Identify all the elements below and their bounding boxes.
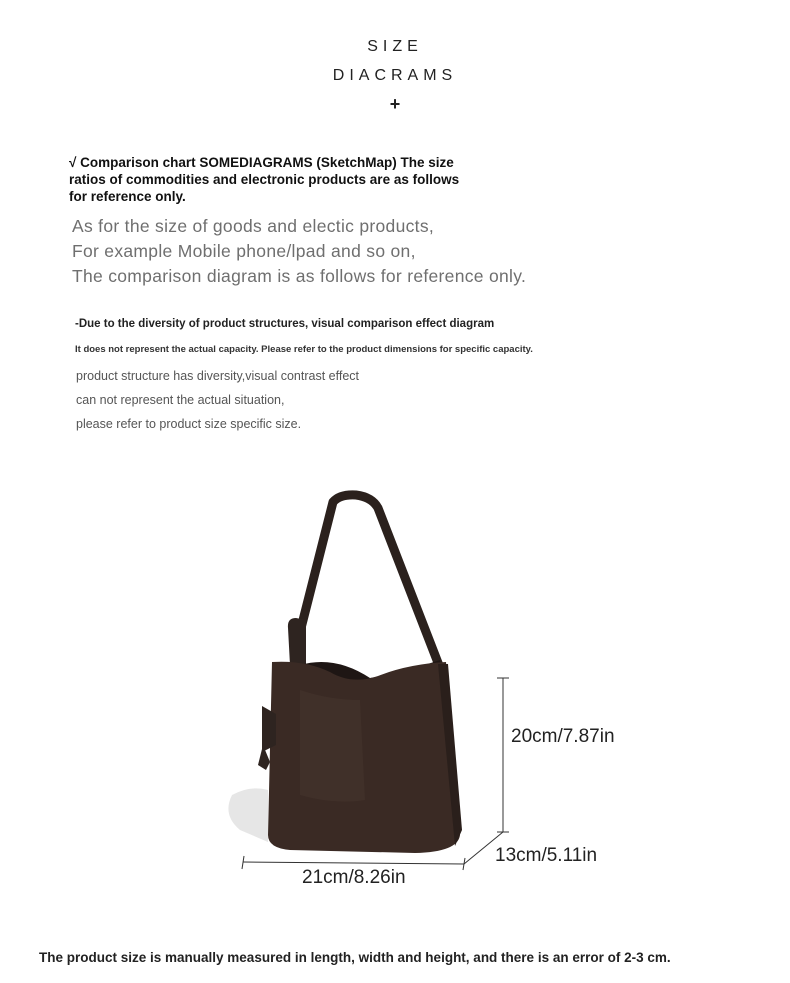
plus-icon: +	[389, 94, 401, 114]
bag-strap	[298, 495, 440, 668]
comparison-note-line-1: √ Comparison chart SOMEDIAGRAMS (SketchMap) The size	[69, 155, 454, 170]
strap-tab	[288, 618, 306, 665]
disclaimer-line-1: product structure has diversity,visual contrast effect	[76, 369, 359, 383]
depth-label: 13cm/5.11in	[495, 845, 598, 866]
disclaimer-line-3: please refer to product size specific size.	[76, 417, 302, 431]
bag-shadow	[228, 788, 268, 842]
height-label: 20cm/7.87in	[511, 726, 615, 747]
disclaimer-title: -Due to the diversity of product structures, visual comparison effect diagram	[75, 318, 495, 330]
header-title-size: SIZE	[367, 38, 423, 55]
reference-line-3: The comparison diagram is as follows for reference only.	[72, 266, 527, 286]
bag-body	[268, 662, 460, 853]
width-label: 21cm/8.26in	[302, 867, 406, 888]
width-dimension-line	[243, 862, 464, 864]
disclaimer-line-2: can not represent the actual situation,	[76, 393, 285, 407]
bag-highlight	[300, 690, 365, 802]
disclaimer-subtitle: It does not represent the actual capacity. Please refer to the product dimensions for specific capacity.	[75, 344, 533, 355]
header-title-diagrams: DIACRAMS	[332, 67, 458, 84]
reference-line-2: For example Mobile phone/lpad and so on,	[72, 241, 416, 261]
comparison-note-line-3: for reference only.	[69, 189, 186, 204]
comparison-note-line-2: ratios of commodities and electronic products are as follows	[69, 172, 460, 187]
measurement-footnote: The product size is manually measured in length, width and height, and there is an error of 2-3 cm.	[39, 950, 671, 965]
reference-line-1: As for the size of goods and electic products,	[72, 216, 435, 236]
